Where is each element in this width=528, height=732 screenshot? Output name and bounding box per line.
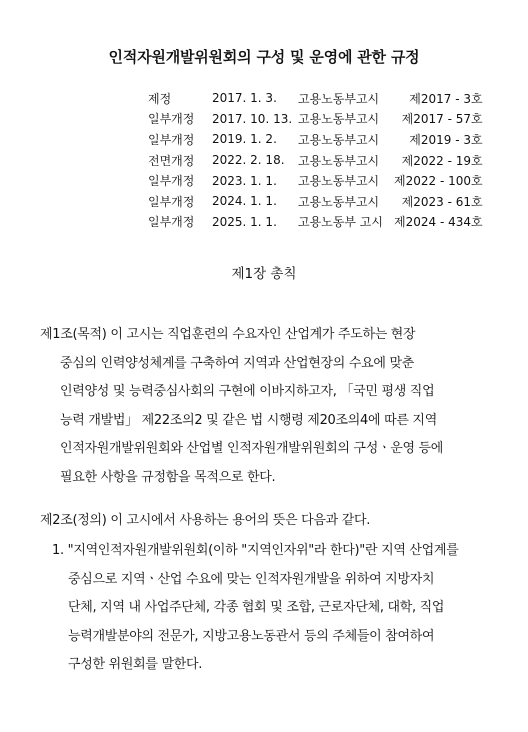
amendment-kind: 일부개정 <box>148 215 195 230</box>
amendment-date: 2024. 1. 1. <box>212 194 277 209</box>
amendment-row <box>148 129 483 150</box>
article-1-line: 필요한 사항을 규정함을 목적으로 한다. <box>60 469 276 485</box>
amendment-org: 고용노동부고시 <box>298 132 380 147</box>
amendment-date: 2022. 2. 18. <box>212 153 285 168</box>
amendment-number: 제2019 - 3호 <box>409 132 483 147</box>
amendment-kind: 일부개정 <box>148 174 195 189</box>
amendment-row <box>148 150 483 171</box>
item-1-line: 능력개발분야의 전문가, 지방고용노동관서 등의 주체들이 참여하여 <box>68 628 435 644</box>
amendment-org: 고용노동부고시 <box>298 91 380 106</box>
amendment-row <box>148 212 483 233</box>
article-2-item-1 <box>52 537 458 680</box>
amendment-date: 2017. 10. 13. <box>212 111 293 126</box>
amendment-org: 고용노동부고시 <box>298 174 380 189</box>
amendment-history <box>148 88 483 232</box>
amendment-number: 제2017 - 3호 <box>409 91 483 106</box>
article-1-line: 제1조(목적) 이 고시는 직업훈련의 수요자인 산업계가 주도하는 현장 <box>40 327 416 342</box>
amendment-kind: 일부개정 <box>148 112 195 127</box>
amendment-number: 제2023 - 61호 <box>401 194 483 209</box>
article-2 <box>40 507 370 536</box>
article-1-line: 인력양성 및 능력중심사회의 구현에 이바지하고자, 「국민 평생 직업 <box>60 384 435 399</box>
amendment-date: 2017. 1. 3. <box>212 91 277 106</box>
article-1-line: 인적자원개발위원회와 산업별 인적자원개발위원회의 구성ㆍ운영 등에 <box>60 441 444 456</box>
amendment-org: 고용노동부고시 <box>298 194 380 209</box>
article-2-heading: 제2조(정의) 이 고시에서 사용하는 용어의 뜻은 다음과 같다. <box>40 513 371 528</box>
item-1-line: 중심으로 지역ㆍ산업 수요에 맞는 인적자원개발을 위하여 지방자치 <box>68 571 435 587</box>
amendment-date: 2025. 1. 1. <box>212 214 277 229</box>
amendment-row <box>148 170 483 191</box>
amendment-kind: 일부개정 <box>148 132 195 147</box>
article-1-line: 중심의 인력양성체계를 구축하여 지역과 산업현장의 수요에 맞춘 <box>60 355 414 371</box>
article-1 <box>40 321 443 492</box>
amendment-kind: 제정 <box>148 91 172 106</box>
item-1-line: 구성한 위원회를 말한다. <box>68 657 203 672</box>
item-1-line: 1. "지역인적자원개발위원회(이하 "지역인자위"라 한다)"란 지역 산업계를 <box>52 543 459 558</box>
amendment-number: 제2024 - 434호 <box>394 215 483 230</box>
article-1-line: 능력 개발법」 제22조의2 및 같은 법 시행령 제20조의4에 따른 지역 <box>60 412 437 428</box>
amendment-number: 제2017 - 57호 <box>401 112 483 127</box>
amendment-row <box>148 109 483 130</box>
item-1-line: 단체, 지역 내 사업주단체, 각종 협회 및 조합, 근로자단체, 대학, 직업 <box>68 600 445 615</box>
amendment-number: 제2022 - 19호 <box>401 153 483 168</box>
amendment-number: 제2022 - 100호 <box>394 174 483 189</box>
amendment-row <box>148 191 483 212</box>
document-title: 인적자원개발위원회의 구성 및 운영에 관한 규정 <box>108 48 420 66</box>
amendment-date: 2023. 1. 1. <box>212 173 277 188</box>
chapter-heading: 제1장 총칙 <box>231 266 297 282</box>
amendment-date: 2019. 1. 2. <box>212 132 277 147</box>
amendment-org: 고용노동부고시 <box>298 112 380 127</box>
amendment-kind: 일부개정 <box>148 194 195 209</box>
amendment-org: 고용노동부고시 <box>298 153 380 168</box>
amendment-row <box>148 88 483 109</box>
amendment-kind: 전면개정 <box>148 153 195 168</box>
amendment-org: 고용노동부 고시 <box>298 215 383 230</box>
